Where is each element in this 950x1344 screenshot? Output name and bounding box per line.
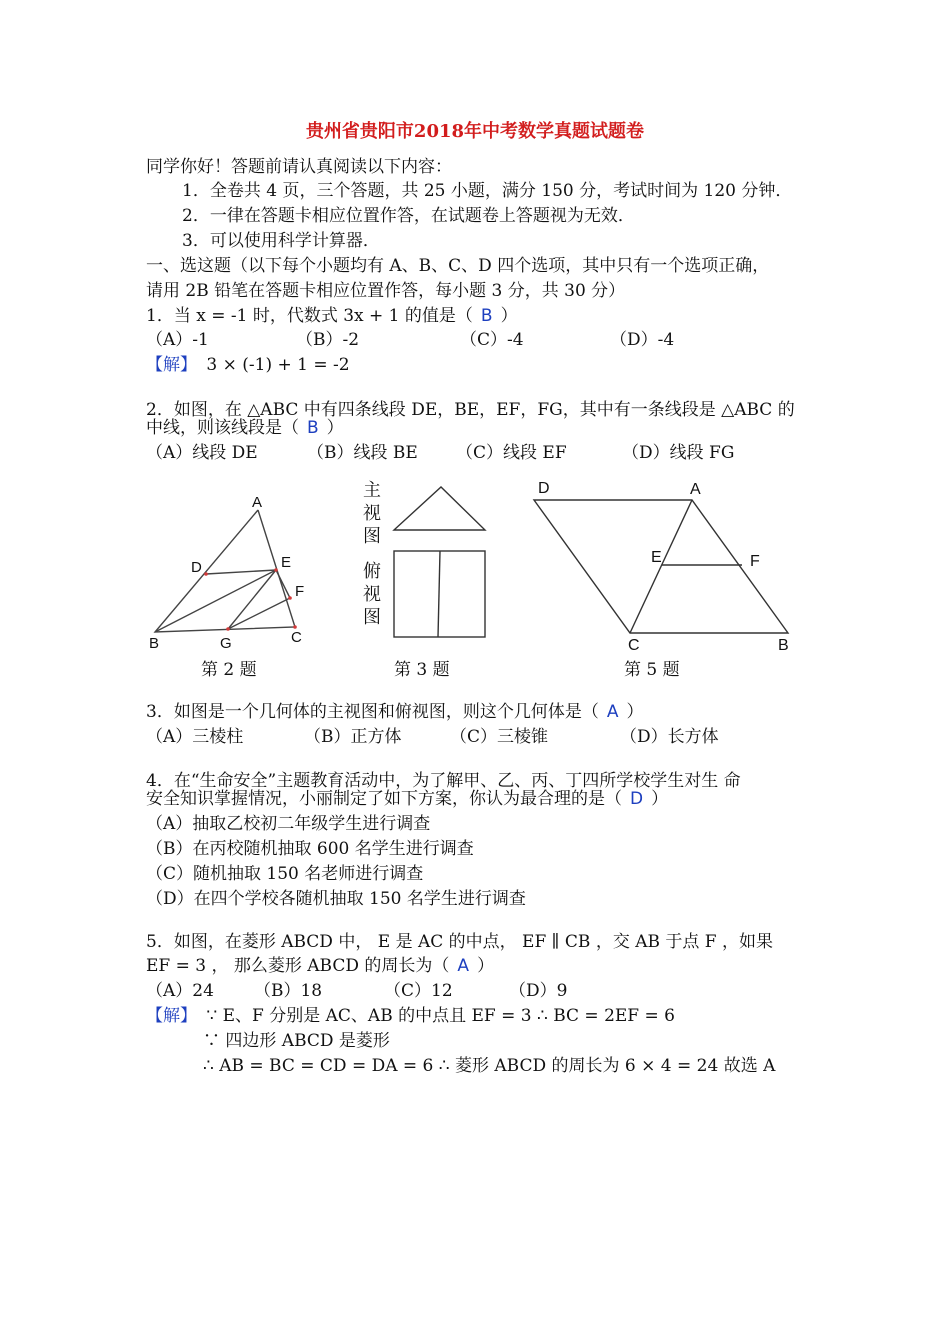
q2-stem-text: 中线，则该线段是（ <box>146 418 299 438</box>
q1-option-b: （B）-2 <box>296 330 360 350</box>
fig3-front-label-3: 图 <box>363 526 381 546</box>
q1-solution-line <box>146 350 350 375</box>
q3-answer: A <box>606 702 619 722</box>
q1-option-d: （D）-4 <box>610 330 675 350</box>
fig5-label-d: D <box>538 480 550 497</box>
q4-stem-line1: 4．在“生命安全”主题教育活动中，为了解甲、乙、丙、丁四所学校学生对生 命 <box>146 771 741 791</box>
q1-option-a: （A）-1 <box>146 330 209 350</box>
fig2-label-c: C <box>291 629 302 646</box>
section1-line2: 请用 2B 铅笔在答题卡相应位置作答，每小题 3 分，共 30 分） <box>146 281 626 301</box>
q4-option-b: （B）在丙校随机抽取 600 名学生进行调查 <box>146 839 474 859</box>
fig2-label-d: D <box>191 559 202 576</box>
fig3-front-label-2: 视 <box>363 503 381 523</box>
q2-close: ） <box>326 418 344 438</box>
fig3-top-label-1: 俯 <box>363 561 381 581</box>
fig5-caption: 第 5 题 <box>624 660 680 680</box>
q3-option-c: （C）三棱锥 <box>450 727 549 747</box>
q3-option-b: （B）正方体 <box>304 727 402 747</box>
q1-option-c: （C）-4 <box>460 330 524 350</box>
page-title: 贵州省贵阳市2018年中考数学真题试题卷 <box>305 121 645 142</box>
q3-stem <box>146 697 643 722</box>
q4-option-a: （A）抽取乙校初二年级学生进行调查 <box>146 814 431 834</box>
fig5-label-a: A <box>690 481 701 498</box>
fig2-label-a: A <box>252 494 263 511</box>
q4-close: ） <box>651 789 669 809</box>
q5-jie-label: 【解】 <box>146 1006 197 1026</box>
q5-solution-line1 <box>146 1001 675 1026</box>
intro-rule-2: 2．一律在答题卡相应位置作答，在试题卷上答题视为无效． <box>182 206 635 226</box>
q5-answer: A <box>457 956 470 976</box>
q3-option-a: （A）三棱柱 <box>146 727 244 747</box>
intro-rule-3: 3．可以使用科学计算器． <box>182 231 380 251</box>
q1-answer: B <box>480 306 493 326</box>
fig3-top-label-2: 视 <box>363 584 381 604</box>
q5-option-c: （C）12 <box>384 981 453 1001</box>
q2-answer: B <box>307 418 319 438</box>
q4-stem-line2 <box>146 784 668 809</box>
q2-stem-line1: 2．如图，在 △ABC 中有四条线段 DE，BE，EF，FG，其中有一条线段是 △ABC 的 <box>146 400 795 420</box>
q5-solution-1: ∵ E、F 分别是 AC、AB 的中点且 EF = 3 ∴ BC = 2EF = 6 <box>206 1006 675 1026</box>
q1-solution: 3 × (-1) + 1 = -2 <box>206 355 350 375</box>
fig2-label-e: E <box>281 554 292 571</box>
fig2-label-g: G <box>220 635 232 652</box>
fig5-label-b: B <box>778 637 789 653</box>
q4-stem-text: 安全知识掌握情况，小丽制定了如下方案，你认为最合理的是（ <box>146 789 622 809</box>
q2-stem-line2 <box>146 413 344 438</box>
fig3-front-label-1: 主 <box>363 480 381 500</box>
q5-solution-line2: ∵ 四边形 ABCD 是菱形 <box>203 1031 390 1051</box>
fig2-label-b: B <box>149 635 160 652</box>
section1-line1: 一、选这题（以下每个小题均有 A、B、C、D 四个选项，其中只有一个选项正确， <box>146 256 770 276</box>
q1-stem <box>146 301 518 326</box>
q4-option-d: （D）在四个学校各随机抽取 150 名学生进行调查 <box>146 889 526 909</box>
fig5-label-c: C <box>628 637 640 653</box>
q1-close: ） <box>500 306 518 326</box>
q3-stem-text: 3．如图是一个几何体的主视图和俯视图，则这个几何体是（ <box>146 702 599 722</box>
q3-option-d: （D）长方体 <box>620 727 719 747</box>
q5-stem-line1: 5．如图，在菱形 ABCD 中， E 是 AC 的中点， EF ∥ CB ，交 AB 于点 F ，如果 <box>146 932 774 952</box>
q5-option-b: （B）18 <box>254 981 323 1001</box>
q5-close: ） <box>477 956 495 976</box>
q2-option-d: （D）线段 FG <box>622 443 735 463</box>
q5-stem-text: EF = 3 ， 那么菱形 ABCD 的周长为（ <box>146 956 450 976</box>
figure-2 <box>140 490 320 655</box>
figure-5 <box>530 478 800 653</box>
q5-option-d: （D）9 <box>509 981 568 1001</box>
fig5-label-e: E <box>651 549 662 566</box>
fig2-label-f: F <box>295 583 305 600</box>
fig3-caption: 第 3 题 <box>394 660 450 680</box>
q5-solution-line3: ∴ AB = BC = CD = DA = 6 ∴ 菱形 ABCD 的周长为 6 × 4 = 24 故选 A <box>203 1056 776 1076</box>
intro-greeting: 同学你好！答题前请认真阅读以下内容： <box>146 157 452 177</box>
fig2-caption: 第 2 题 <box>201 660 257 680</box>
q5-option-a: （A）24 <box>146 981 214 1001</box>
intro-rule-1: 1．全卷共 4 页，三个答题，共 25 小题，满分 150 分，考试时间为 120 分钟． <box>182 181 793 201</box>
q2-option-b: （B）线段 BE <box>307 443 418 463</box>
q1-stem-text: 1．当 x = -1 时，代数式 3x + 1 的值是（ <box>146 306 473 326</box>
q1-jie-label: 【解】 <box>146 355 197 375</box>
q2-option-c: （C）线段 EF <box>456 443 567 463</box>
figure-3 <box>355 478 495 653</box>
q2-option-a: （A）线段 DE <box>146 443 258 463</box>
q3-close: ） <box>626 702 644 722</box>
fig5-label-f: F <box>750 553 760 570</box>
q4-option-c: （C）随机抽取 150 名老师进行调查 <box>146 864 424 884</box>
q5-stem-line2 <box>146 951 494 976</box>
q4-answer: D <box>630 789 644 809</box>
fig3-top-label-3: 图 <box>363 607 381 627</box>
